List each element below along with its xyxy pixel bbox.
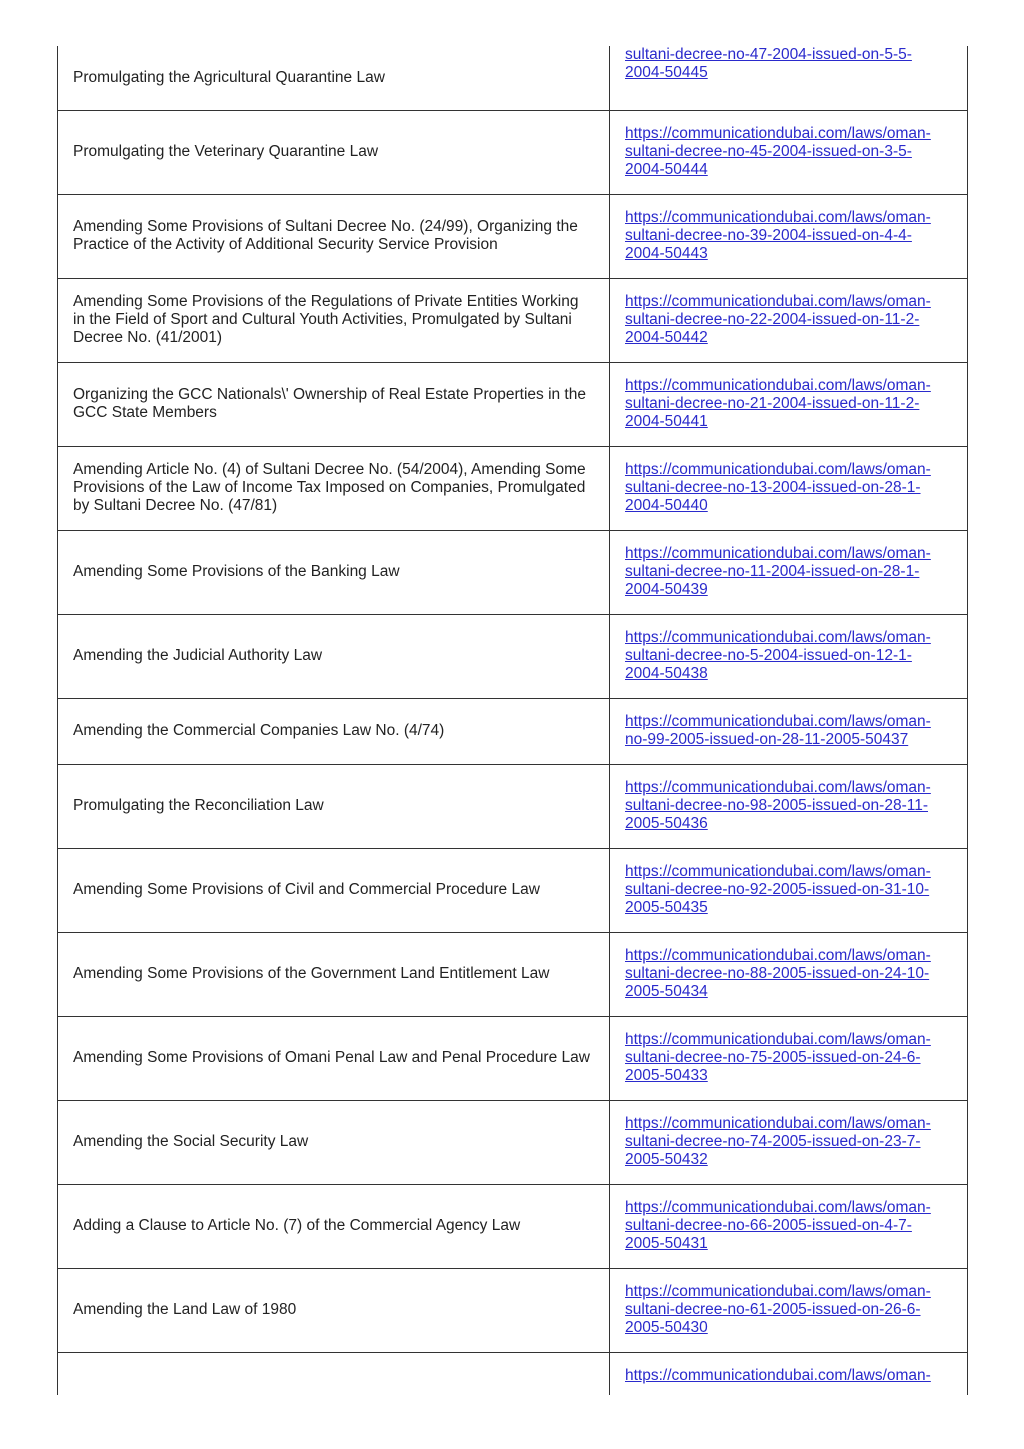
law-link-line: 2005-50431 (625, 1235, 708, 1252)
table-row (58, 446, 968, 530)
law-link-line: sultani-decree-no-75-2005-issued-on-24-6- (625, 1049, 921, 1066)
law-link-line: 2005-50430 (625, 1319, 708, 1336)
law-title-cell (58, 46, 610, 110)
law-link-line: 2005-50433 (625, 1067, 708, 1084)
law-link[interactable] (625, 779, 957, 833)
law-title-cell (58, 764, 610, 848)
law-link-line: 2005-50436 (625, 815, 708, 832)
law-link-cell (610, 278, 968, 362)
law-title: Amending Some Provisions of the Banking Law (73, 563, 400, 580)
law-title: Amending the Commercial Companies Law No. (4/74) (73, 722, 445, 739)
law-link[interactable] (625, 293, 957, 347)
law-link-line: 2004-50440 (625, 497, 708, 514)
law-link-cell (610, 1100, 968, 1184)
table-row (58, 1100, 968, 1184)
law-link-line: sultani-decree-no-11-2004-issued-on-28-1- (625, 563, 920, 580)
law-title-cell (58, 848, 610, 932)
table-row (58, 1268, 968, 1352)
law-title-cell (58, 362, 610, 446)
law-link[interactable] (625, 713, 957, 749)
law-link[interactable] (625, 863, 957, 917)
law-link-cell (610, 1184, 968, 1268)
law-title: Amending the Judicial Authority Law (73, 647, 323, 664)
law-link[interactable] (625, 209, 957, 263)
law-link-line: no-99-2005-issued-on-28-11-2005-50437 (625, 731, 909, 748)
law-link-line: sultani-decree-no-61-2005-issued-on-26-6- (625, 1301, 921, 1318)
law-link-line: https://communicationdubai.com/laws/oman- (625, 947, 931, 964)
law-link[interactable] (625, 629, 957, 683)
law-title: Amending Article No. (4) of Sultani Decree No. (54/2004), Amending Some Provisions of the Law of Income Tax Imposed on Companies, Promulgated by Sultani Decree No. (47/81) (73, 461, 586, 514)
law-link[interactable] (625, 377, 957, 431)
law-link-line: 2005-50434 (625, 983, 708, 1000)
table-row (58, 614, 968, 698)
law-title-cell (58, 1184, 610, 1268)
law-link-line: https://communicationdubai.com/laws/oman- (625, 779, 931, 796)
law-title: Amending Some Provisions of Sultani Decree No. (24/99), Organizing the Practice of the Activity of Additional Security Service Provision (73, 218, 578, 253)
law-link[interactable] (625, 461, 957, 515)
law-title-cell (58, 446, 610, 530)
law-title-cell (58, 194, 610, 278)
law-link[interactable] (625, 1283, 957, 1337)
law-link[interactable] (625, 1115, 957, 1169)
law-link-cell (610, 1352, 968, 1395)
law-link-cell (610, 698, 968, 764)
law-title-cell (58, 932, 610, 1016)
law-title: Promulgating the Veterinary Quarantine Law (73, 143, 379, 160)
table-row (58, 1184, 968, 1268)
law-link-line: 2004-50439 (625, 581, 708, 598)
law-title-cell (58, 614, 610, 698)
law-title-cell (58, 530, 610, 614)
table-row (58, 1016, 968, 1100)
table-row (58, 46, 968, 110)
table-row (58, 848, 968, 932)
law-title: Amending Some Provisions of Omani Penal Law and Penal Procedure Law (73, 1049, 590, 1066)
table-row (58, 1352, 968, 1395)
law-title: Promulgating the Reconciliation Law (73, 797, 324, 814)
law-link-line: 2004-50442 (625, 329, 708, 346)
law-link-line: sultani-decree-no-5-2004-issued-on-12-1- (625, 647, 912, 664)
law-link-line: sultani-decree-no-39-2004-issued-on-4-4- (625, 227, 912, 244)
law-link-cell (610, 848, 968, 932)
law-title: Amending the Social Security Law (73, 1133, 309, 1150)
law-link[interactable] (625, 545, 957, 599)
law-link-line: https://communicationdubai.com/laws/oman- (625, 545, 931, 562)
law-link[interactable] (625, 1199, 957, 1253)
law-link-cell (610, 530, 968, 614)
law-link-cell (610, 446, 968, 530)
law-link-cell (610, 764, 968, 848)
table-row (58, 530, 968, 614)
law-title: Amending the Land Law of 1980 (73, 1301, 297, 1318)
law-link-line: https://communicationdubai.com/laws/oman- (625, 863, 931, 880)
law-link-line: 2004-50444 (625, 161, 708, 178)
law-link[interactable] (625, 947, 957, 1001)
law-link-line: sultani-decree-no-22-2004-issued-on-11-2- (625, 311, 920, 328)
law-link-cell (610, 362, 968, 446)
law-link-line: 2004-50441 (625, 413, 708, 430)
law-title: Amending Some Provisions of the Government Land Entitlement Law (73, 965, 550, 982)
law-link[interactable] (625, 46, 957, 82)
law-link-line: https://communicationdubai.com/laws/oman- (625, 629, 931, 646)
law-link-cell (610, 1268, 968, 1352)
law-link-line: 2004-50438 (625, 665, 708, 682)
law-title: Adding a Clause to Article No. (7) of the Commercial Agency Law (73, 1217, 521, 1234)
law-link-line: 2004-50443 (625, 245, 708, 262)
law-title: Amending Some Provisions of the Regulations of Private Entities Working in the Field of Sport and Cultural Youth Activities, Promulgated by Sultani Decree No. (41/2001) (73, 293, 579, 346)
law-link-line: https://communicationdubai.com/laws/oman- (625, 1199, 931, 1216)
law-link-line: sultani-decree-no-13-2004-issued-on-28-1- (625, 479, 921, 496)
law-link-line: https://communicationdubai.com/laws/oman- (625, 461, 931, 478)
law-link-cell (610, 194, 968, 278)
table-row (58, 278, 968, 362)
law-title: Promulgating the Agricultural Quarantine Law (73, 68, 385, 86)
table-row (58, 194, 968, 278)
law-link-cell (610, 1016, 968, 1100)
law-link-cell (610, 46, 968, 110)
law-link-line: 2004-50445 (625, 64, 708, 81)
table-row (58, 932, 968, 1016)
law-title: Organizing the GCC Nationals\' Ownership of Real Estate Properties in the GCC State Members (73, 386, 586, 421)
law-title-cell (58, 1100, 610, 1184)
table-row (58, 110, 968, 194)
law-link-line: https://communicationdubai.com/laws/oman- (625, 209, 931, 226)
law-link-cell (610, 614, 968, 698)
law-link-line: https://communicationdubai.com/laws/oman- (625, 125, 931, 142)
law-link-line: https://communicationdubai.com/laws/oman- (625, 293, 931, 310)
law-link-line: 2005-50432 (625, 1151, 708, 1168)
law-title-cell (58, 1268, 610, 1352)
law-link-cell (610, 110, 968, 194)
law-link-line: sultani-decree-no-88-2005-issued-on-24-10- (625, 965, 930, 982)
law-link-line: sultani-decree-no-45-2004-issued-on-3-5- (625, 143, 912, 160)
law-link-line: 2005-50435 (625, 899, 708, 916)
law-link-cell (610, 932, 968, 1016)
law-title-cell (58, 1016, 610, 1100)
law-link-line: sultani-decree-no-74-2005-issued-on-23-7- (625, 1133, 921, 1150)
law-link-line: https://communicationdubai.com/laws/oman- (625, 377, 931, 394)
laws-table-body (58, 46, 968, 1395)
law-title-cell (58, 110, 610, 194)
laws-table (57, 46, 968, 1395)
law-title-cell (58, 698, 610, 764)
law-link[interactable] (625, 1031, 957, 1085)
law-link-line: https://communicationdubai.com/laws/oman- (625, 1115, 931, 1132)
law-link-line: sultani-decree-no-21-2004-issued-on-11-2- (625, 395, 920, 412)
law-link-line: https://communicationdubai.com/laws/oman- (625, 1283, 931, 1300)
law-title: Amending Some Provisions of Civil and Commercial Procedure Law (73, 881, 540, 898)
law-title-cell (58, 1352, 610, 1395)
law-link-line: sultani-decree-no-98-2005-issued-on-28-11- (625, 797, 928, 814)
table-row (58, 698, 968, 764)
table-row (58, 764, 968, 848)
law-link-line: sultani-decree-no-47-2004-issued-on-5-5- (625, 46, 912, 63)
law-link[interactable] (625, 125, 957, 179)
law-link-line: sultani-decree-no-66-2005-issued-on-4-7- (625, 1217, 912, 1234)
law-link-line: https://communicationdubai.com/laws/oman- (625, 1031, 931, 1048)
law-link-line: https://communicationdubai.com/laws/oman- (625, 1366, 931, 1384)
law-link-line: sultani-decree-no-92-2005-issued-on-31-10- (625, 881, 930, 898)
law-link-line: https://communicationdubai.com/laws/oman- (625, 713, 931, 730)
law-link[interactable] (625, 1367, 957, 1385)
table-row (58, 362, 968, 446)
law-title-cell (58, 278, 610, 362)
